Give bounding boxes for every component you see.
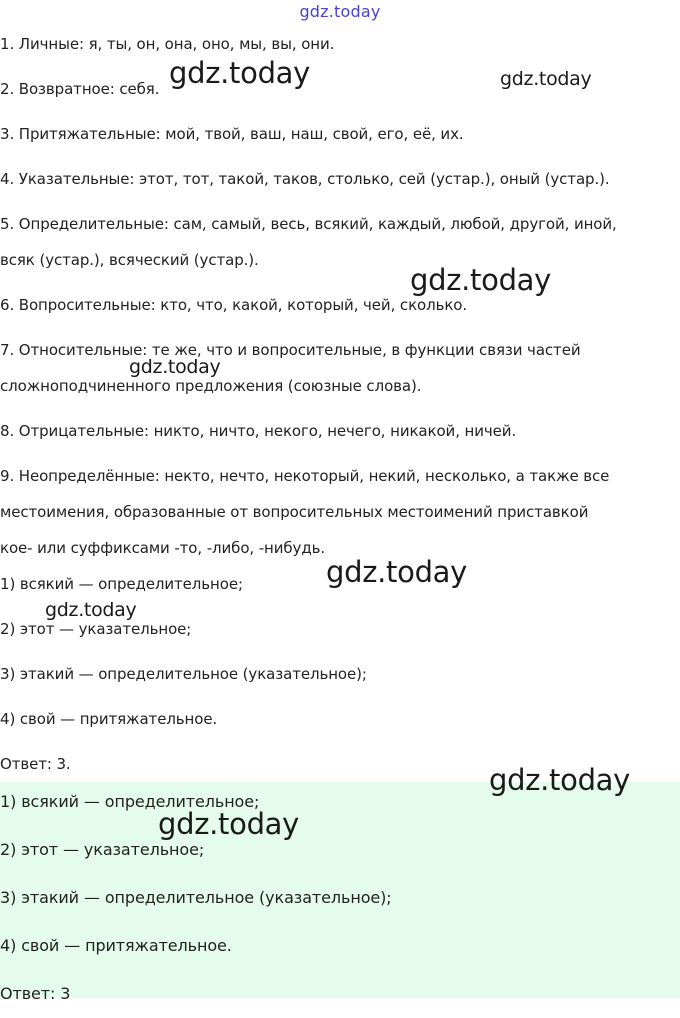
- watermark: gdz.today: [500, 68, 592, 90]
- paragraph-attributive-line2: всяк (устар.), всяческий (устар.).: [0, 251, 259, 269]
- watermark: gdz.today: [326, 555, 468, 589]
- paragraph-relative-line2: сложноподчиненного предложения (союзные слова).: [0, 377, 422, 395]
- answer-box-result: Ответ: 3: [0, 984, 71, 1003]
- paragraph-indefinite-line2: местоимения, образованные от вопросительных местоимений приставкой: [0, 503, 589, 521]
- watermark: gdz.today: [410, 263, 552, 297]
- header-site-link[interactable]: gdz.today: [299, 2, 381, 21]
- answer-item-1: 1) всякий — определительное;: [0, 575, 243, 593]
- answer-item-3: 3) этакий — определительное (указательное);: [0, 665, 367, 683]
- paragraph-indefinite-line1: 9. Неопределённые: некто, нечто, некоторый, некий, несколько, а также все: [0, 467, 610, 485]
- paragraph-relative-line1: 7. Относительные: те же, что и вопросительные, в функции связи частей: [0, 341, 581, 359]
- paragraph-reflexive: 2. Возвратное: себя.: [0, 80, 160, 98]
- answer-item-4: 4) свой — притяжательное.: [0, 710, 218, 728]
- answer-result: Ответ: 3.: [0, 755, 71, 773]
- paragraph-attributive-line1: 5. Определительные: сам, самый, весь, всякий, каждый, любой, другой, иной,: [0, 215, 617, 233]
- answer-highlight-box: [0, 782, 680, 1003]
- answer-item-2: 2) этот — указательное;: [0, 620, 192, 638]
- paragraph-interrogative: 6. Вопросительные: кто, что, какой, который, чей, сколько.: [0, 296, 468, 314]
- watermark: gdz.today: [129, 356, 221, 378]
- paragraph-indefinite-line3: кое- или суффиксами -то, -либо, -нибудь.: [0, 539, 326, 557]
- watermark: gdz.today: [158, 807, 300, 841]
- watermark: gdz.today: [45, 599, 137, 621]
- paragraph-negative: 8. Отрицательные: никто, ничто, некого, нечего, никакой, ничей.: [0, 422, 517, 440]
- answer-box-item-1: 1) всякий — определительное;: [0, 792, 260, 811]
- paragraph-possessive: 3. Притяжательные: мой, твой, ваш, наш, свой, его, её, их.: [0, 125, 464, 143]
- paragraph-personal: 1. Личные: я, ты, он, она, оно, мы, вы, они.: [0, 35, 335, 53]
- answer-box-item-2: 2) этот — указательное;: [0, 840, 205, 859]
- paragraph-demonstrative: 4. Указательные: этот, тот, такой, таков, столько, сей (устар.), оный (устар.).: [0, 170, 610, 188]
- answer-box-item-4: 4) свой — притяжательное.: [0, 936, 232, 955]
- watermark: gdz.today: [169, 56, 311, 90]
- watermark: gdz.today: [489, 763, 631, 797]
- answer-box-item-3: 3) этакий — определительное (указательное);: [0, 888, 392, 907]
